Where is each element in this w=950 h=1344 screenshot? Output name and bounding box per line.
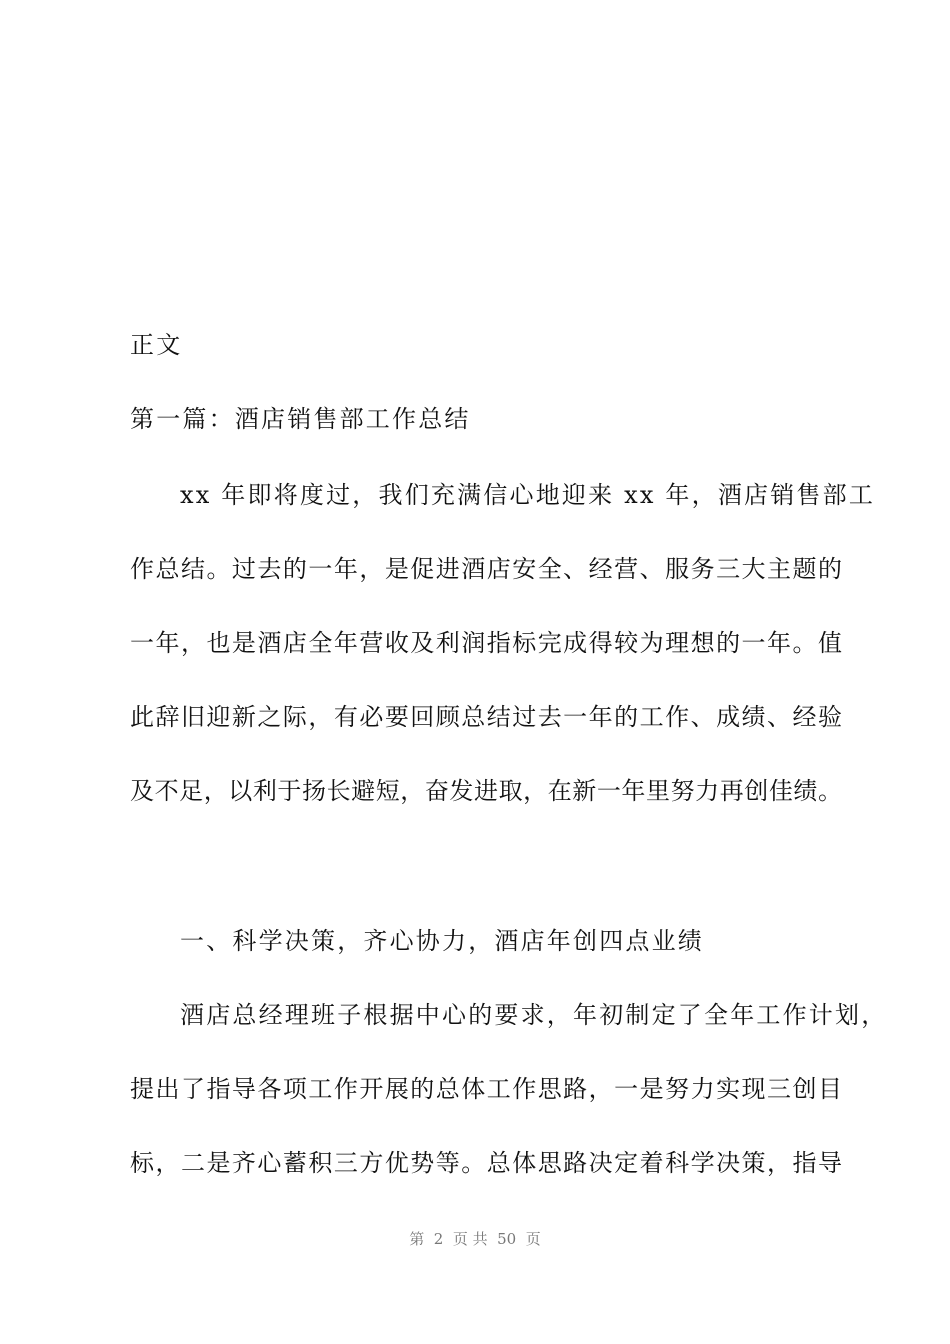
- page-number-footer: 第 2 页 共 50 页: [409, 1230, 541, 1248]
- section-label: 正文: [130, 331, 183, 359]
- paragraph-line: 提出了指导各项工作开展的总体工作思路，一是努力实现三创目: [130, 1075, 842, 1103]
- paragraph-line: 标，二是齐心蓄积三方优势等。总体思路决定着科学决策，指导: [130, 1149, 842, 1177]
- section-heading: 一、科学决策，齐心协力，酒店年创四点业绩: [180, 927, 704, 955]
- paragraph-line: 酒店总经理班子根据中心的要求，年初制定了全年工作计划，: [180, 1001, 888, 1029]
- chapter-title: 第一篇：酒店销售部工作总结: [130, 405, 471, 433]
- paragraph-line: 一年，也是酒店全年营收及利润指标完成得较为理想的一年。值: [130, 629, 842, 657]
- paragraph-line: xx 年即将度过，我们充满信心地迎来 xx 年，酒店销售部工: [180, 481, 876, 509]
- paragraph-line: 此辞旧迎新之际，有必要回顾总结过去一年的工作、成绩、经验: [130, 703, 842, 731]
- paragraph-line: 及不足，以利于扬长避短，奋发进取，在新一年里努力再创佳绩。: [130, 777, 842, 805]
- paragraph-line: 作总结。过去的一年，是促进酒店安全、经营、服务三大主题的: [130, 555, 842, 583]
